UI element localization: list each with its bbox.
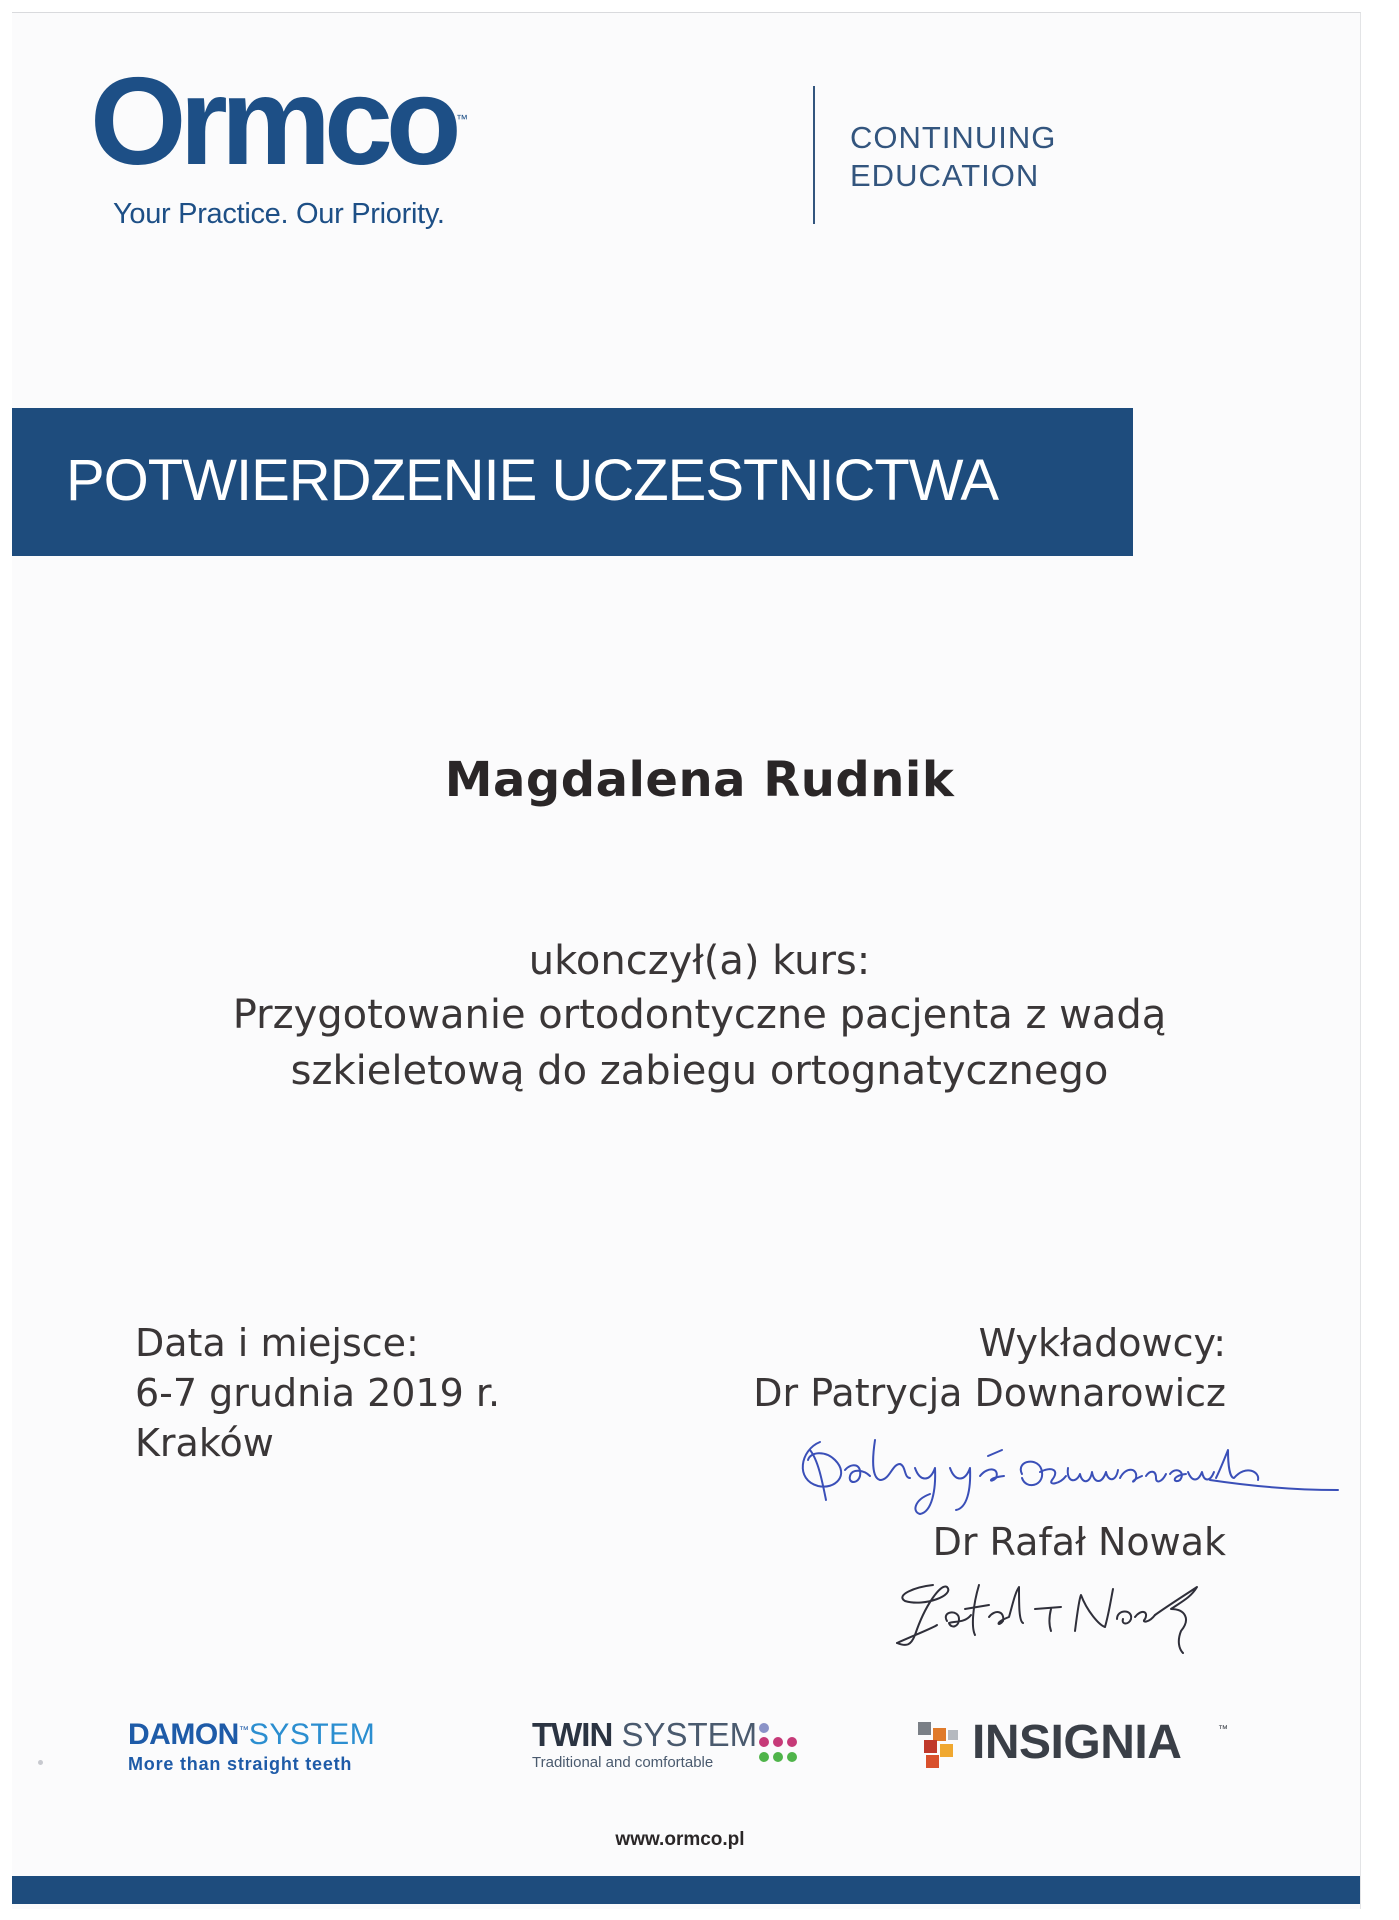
damon-trademark: ™ xyxy=(238,1725,249,1736)
damon-tagline: More than straight teeth xyxy=(128,1754,353,1774)
website-url[interactable]: www.ormco.pl xyxy=(615,1829,745,1850)
lecturer-1-name: Dr Patrycja Downarowicz xyxy=(753,1371,1226,1415)
scan-speck xyxy=(38,1760,43,1765)
twin-system-word: SYSTEM xyxy=(621,1716,758,1753)
twin-dots-icon xyxy=(756,1721,806,1771)
certificate-title: POTWIERDZENIE UCZESTNICTWA xyxy=(66,448,999,513)
damon-system-logo xyxy=(128,1718,375,1775)
twin-bold-word: TWIN xyxy=(532,1716,613,1753)
logo-tagline: Your Practice. Our Priority. xyxy=(113,198,445,230)
date-place-label: Data i miejsce: xyxy=(135,1321,419,1365)
completed-label: ukonczył(a) kurs: xyxy=(528,938,871,984)
program-label-line2: EDUCATION xyxy=(850,158,1040,193)
twin-system-logo xyxy=(532,1716,757,1771)
insignia-logo: INSIGNIA xyxy=(972,1716,1182,1769)
program-label-line1: CONTINUING xyxy=(850,120,1057,155)
damon-bold-word: DAMON xyxy=(128,1718,239,1751)
signature-lecturer-2 xyxy=(885,1565,1225,1660)
signature-lecturer-1 xyxy=(790,1420,1350,1520)
course-date: 6-7 grudnia 2019 r. xyxy=(135,1371,501,1415)
damon-system-word: SYSTEM xyxy=(248,1718,376,1751)
lecturer-2-name: Dr Rafał Nowak xyxy=(932,1520,1226,1564)
ormco-logo: Ormco xyxy=(90,53,455,191)
header-divider xyxy=(813,86,815,224)
recipient-name: Magdalena Rudnik xyxy=(444,752,955,808)
course-place: Kraków xyxy=(135,1421,274,1465)
twin-tagline: Traditional and comfortable xyxy=(532,1754,714,1771)
logo-trademark: ™ xyxy=(456,112,468,126)
insignia-trademark: ™ xyxy=(1218,1724,1228,1735)
course-title-line1: Przygotowanie ortodontyczne pacjenta z wadą xyxy=(232,992,1167,1038)
course-title-line2: szkieletową do zabiegu ortognatycznego xyxy=(290,1048,1109,1094)
lecturers-label: Wykładowcy: xyxy=(978,1321,1226,1365)
footer-bar xyxy=(12,1876,1360,1904)
insignia-mark-icon xyxy=(918,1722,964,1768)
